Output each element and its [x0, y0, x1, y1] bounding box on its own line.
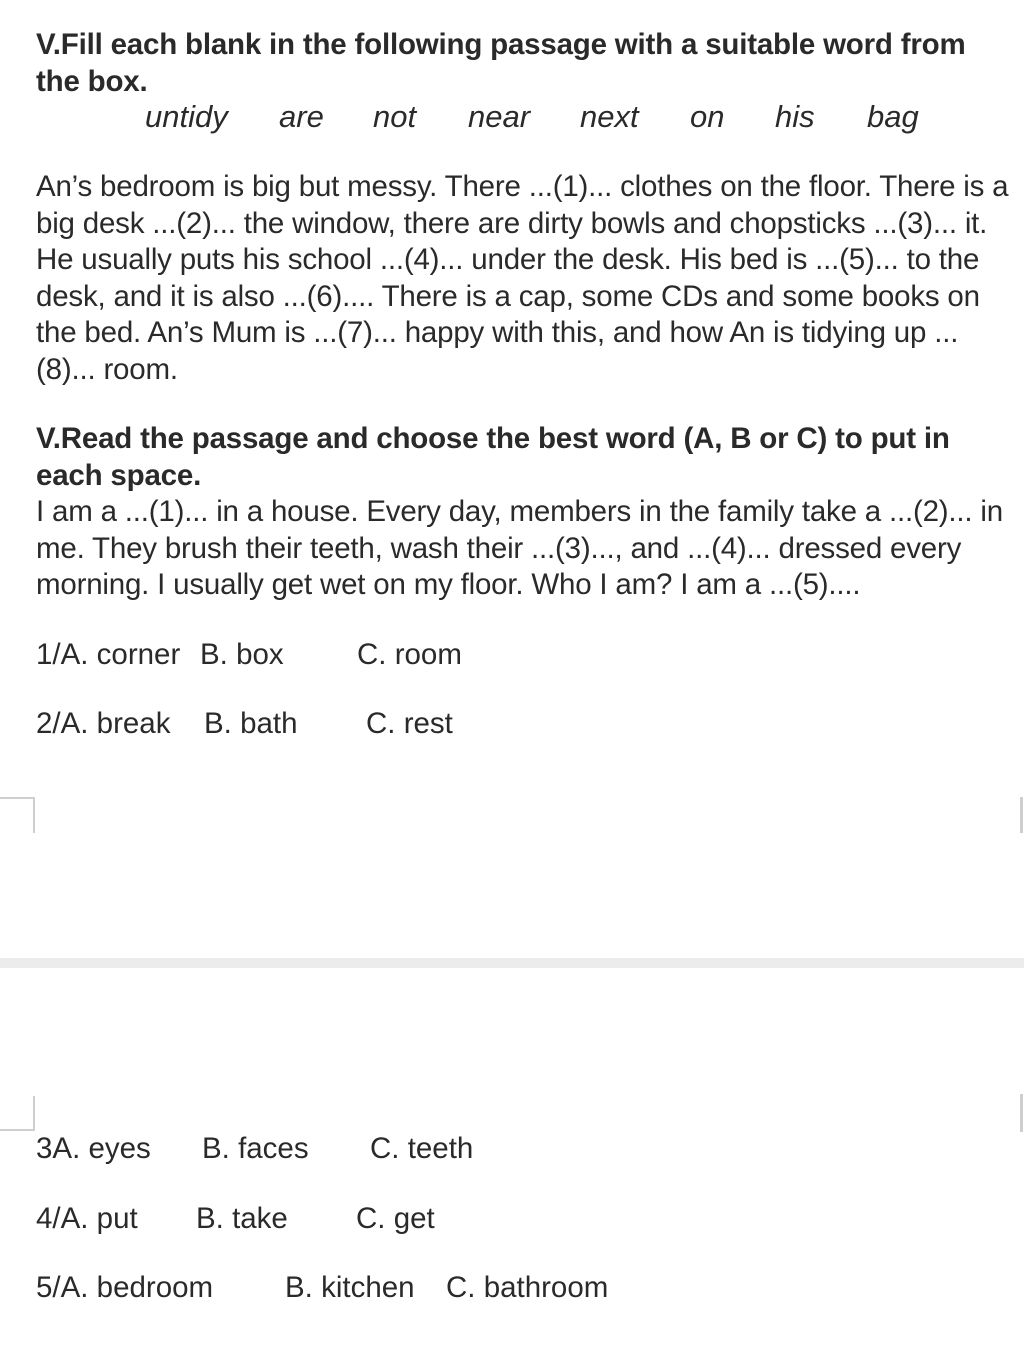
- q1-option-c: C. room: [357, 638, 462, 671]
- word-box-item: untidy: [145, 99, 228, 134]
- q3-option-b: B. faces: [202, 1132, 309, 1165]
- q1-option-b: B. box: [200, 638, 284, 671]
- word-box: [0, 99, 1024, 139]
- q4-option-b: B. take: [196, 1202, 288, 1235]
- section2-passage: I am a ...(1)... in a house. Every day, members in the family take a ...(2)... in me. They brush their teeth, wash their ...(3)..., and ...(4)... dressed every morning. I usually get wet on my floor. Who I am? I am a ...(5)....: [36, 495, 1003, 601]
- word-box-item: are: [279, 99, 324, 134]
- q4-option-a: 4/A. put: [36, 1202, 138, 1235]
- section1-passage: An’s bedroom is big but messy. There ...(1)... clothes on the floor. There is a big desk ...(2)... the window, there are dirty bowls and chopsticks ...(3)... it. He usually puts his school ...(4)... under the desk. His bed is ...(5)... to the desk, and it is also ...(6).... There is a cap, some CDs and some books on the bed. An’s Mum is ...(7)... happy with this, and how An is tidying up ...(8)... room.: [36, 170, 1009, 386]
- page-edge-mark: [1020, 1094, 1023, 1132]
- q3-option-c: C. teeth: [370, 1132, 474, 1165]
- q5-option-c: C. bathroom: [446, 1271, 609, 1304]
- word-box-item: near: [468, 99, 531, 134]
- word-box-item: not: [373, 99, 417, 134]
- q4-option-c: C. get: [356, 1202, 435, 1235]
- page-corner-mark: [0, 1096, 35, 1131]
- section2-title: V.Read the passage and choose the best word (A, B or C) to put in each space.: [36, 422, 950, 492]
- q5-option-b: B. kitchen: [285, 1271, 415, 1304]
- word-box-item: his: [775, 99, 815, 134]
- section1-title: V.Fill each blank in the following passage with a suitable word from the box.: [36, 28, 966, 98]
- page-divider: [0, 958, 1024, 968]
- q5-option-a: 5/A. bedroom: [36, 1271, 214, 1304]
- q1-option-a: 1/A. corner: [36, 638, 181, 671]
- word-box-item: next: [580, 99, 639, 134]
- q3-option-a: 3A. eyes: [36, 1132, 151, 1165]
- word-box-item: bag: [867, 99, 919, 134]
- word-box-item: on: [690, 99, 725, 134]
- q2-option-a: 2/A. break: [36, 707, 171, 740]
- q2-option-c: C. rest: [366, 707, 453, 740]
- q2-option-b: B. bath: [204, 707, 298, 740]
- page-edge-mark: [1020, 797, 1023, 833]
- page-corner-mark: [0, 797, 35, 833]
